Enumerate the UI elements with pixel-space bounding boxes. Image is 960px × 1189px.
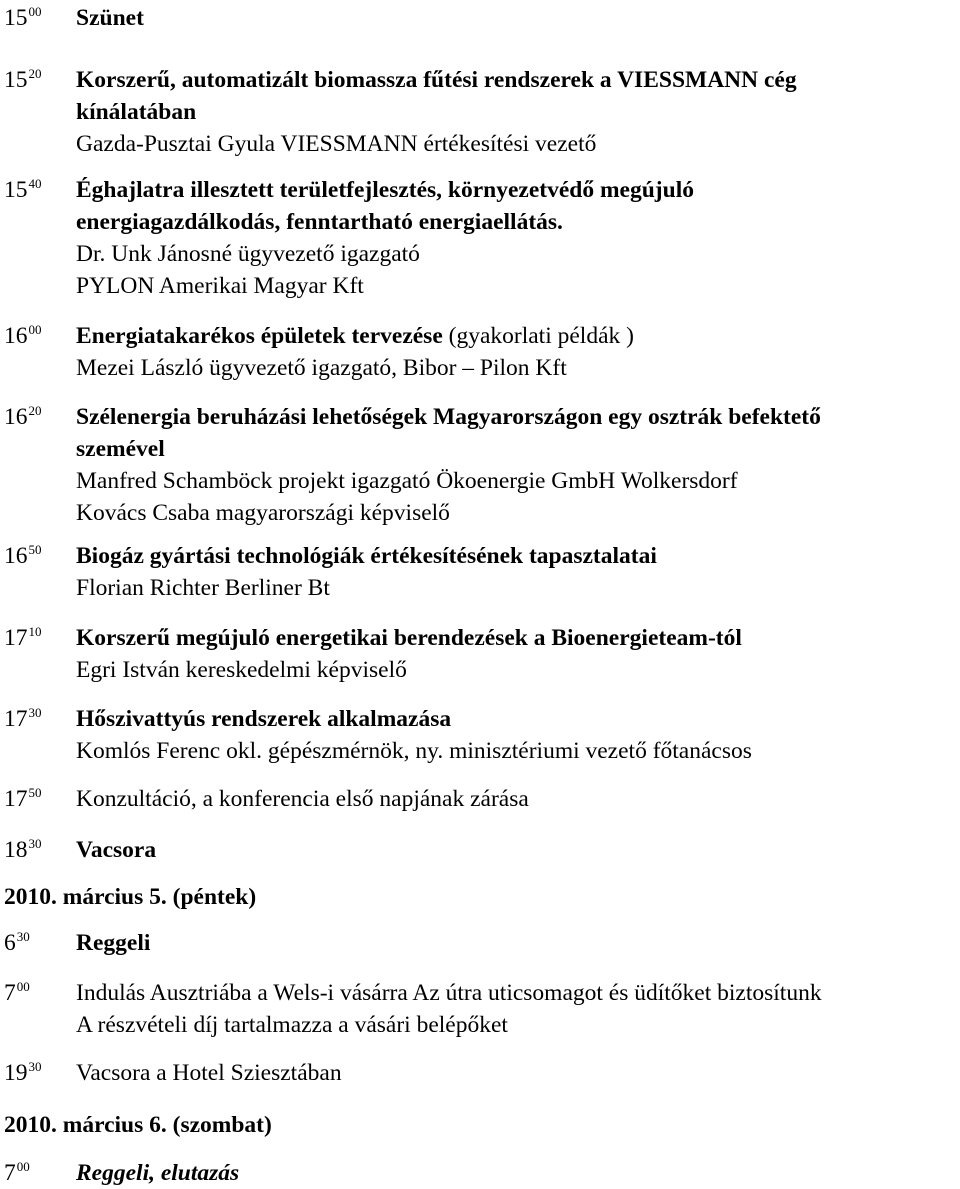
day3-date-heading: 2010. március 6. (szombat) bbox=[4, 1112, 272, 1138]
entry-line bbox=[76, 540, 960, 572]
entry-title-text: Szélenergia beruházási lehetőségek Magyarországon egy osztrák befektető bbox=[76, 404, 821, 430]
entry-line bbox=[76, 433, 960, 465]
day2-date-heading: 2010. március 5. (péntek) bbox=[4, 884, 257, 910]
entry-line bbox=[76, 927, 960, 959]
entry-title-text: energiagazdálkodás, fenntartható energiaellátás. bbox=[76, 209, 563, 235]
entry-title-text: kínálatában bbox=[76, 99, 197, 125]
entry-time bbox=[4, 1157, 30, 1189]
entry-line bbox=[76, 622, 960, 654]
entry-text: Kovács Csaba magyarországi képviselő bbox=[76, 500, 450, 526]
entry-text: Konzultáció, a konferencia első napjának zárása bbox=[76, 786, 529, 812]
entry-title-text: Éghajlatra illesztett területfejlesztés, környezetvédő megújuló bbox=[76, 177, 694, 203]
time-hour: 6 bbox=[4, 930, 16, 956]
entry-content bbox=[76, 834, 960, 866]
entry-content bbox=[76, 64, 960, 160]
entry-title-text: Szünet bbox=[76, 5, 144, 31]
entry-line bbox=[76, 1157, 960, 1189]
entry-content bbox=[76, 401, 960, 529]
entry-content bbox=[76, 927, 960, 959]
time-hour: 17 bbox=[4, 786, 28, 812]
entry-content bbox=[76, 977, 960, 1041]
entry-content bbox=[76, 703, 960, 767]
entry-line bbox=[76, 238, 960, 270]
entry-title-text: Energiatakarékos épületek tervezése bbox=[76, 323, 443, 349]
entry-time bbox=[4, 977, 30, 1009]
entry-text: Vacsora a Hotel Sziesztában bbox=[76, 1060, 342, 1086]
entry-time bbox=[4, 320, 42, 352]
entry-line bbox=[76, 834, 960, 866]
entry-content bbox=[76, 1057, 960, 1089]
entry-line bbox=[76, 703, 960, 735]
time-minute: 20 bbox=[28, 403, 42, 418]
entry-content bbox=[76, 622, 960, 686]
entry-line bbox=[76, 128, 960, 160]
entry-time bbox=[4, 540, 42, 572]
time-minute: 30 bbox=[16, 929, 30, 944]
entry-line bbox=[76, 270, 960, 302]
entry-text: A részvételi díj tartalmazza a vásári belépőket bbox=[76, 1012, 508, 1038]
entry-content bbox=[76, 1157, 960, 1189]
entry-line bbox=[76, 783, 960, 815]
time-hour: 7 bbox=[4, 980, 16, 1006]
entry-text: Komlós Ferenc okl. gépészmérnök, ny. minisztériumi vezető főtanácsos bbox=[76, 738, 752, 764]
entry-title-text: Reggeli bbox=[76, 930, 151, 956]
time-minute: 00 bbox=[16, 979, 30, 994]
entry-content bbox=[76, 320, 960, 384]
time-hour: 7 bbox=[4, 1160, 16, 1186]
entry-title-text: Reggeli, elutazás bbox=[76, 1160, 240, 1186]
time-hour: 16 bbox=[4, 404, 28, 430]
entry-title-text: Biogáz gyártási technológiák értékesítésének tapasztalatai bbox=[76, 543, 657, 569]
entry-time bbox=[4, 622, 42, 654]
time-minute: 50 bbox=[28, 542, 42, 557]
time-hour: 15 bbox=[4, 67, 28, 93]
entry-line bbox=[76, 497, 960, 529]
time-hour: 17 bbox=[4, 625, 28, 651]
time-hour: 16 bbox=[4, 543, 28, 569]
time-hour: 15 bbox=[4, 177, 28, 203]
time-minute: 00 bbox=[28, 4, 42, 19]
entry-title-text: Hőszivattyús rendszerek alkalmazása bbox=[76, 706, 452, 732]
entry-line bbox=[76, 735, 960, 767]
entry-text: Indulás Ausztriába a Wels-i vásárra Az útra uticsomagot és üdítőket biztosítunk bbox=[76, 980, 822, 1006]
time-hour: 15 bbox=[4, 5, 28, 31]
entry-line bbox=[76, 654, 960, 686]
entry-line bbox=[76, 572, 960, 604]
time-minute: 40 bbox=[28, 176, 42, 191]
entry-title-text: Korszerű megújuló energetikai berendezések a Bioenergieteam-tól bbox=[76, 625, 742, 651]
entry-text: (gyakorlati példák ) bbox=[442, 323, 634, 349]
time-minute: 30 bbox=[28, 705, 42, 720]
time-minute: 00 bbox=[28, 322, 42, 337]
entry-content bbox=[76, 174, 960, 302]
entry-text: Egri István kereskedelmi képviselő bbox=[76, 657, 407, 683]
time-hour: 19 bbox=[4, 1060, 28, 1086]
entry-title-text: Korszerű, automatizált biomassza fűtési rendszerek a VIESSMANN cég bbox=[76, 67, 797, 93]
entry-time bbox=[4, 174, 42, 206]
time-minute: 10 bbox=[28, 624, 42, 639]
time-minute: 30 bbox=[28, 836, 42, 851]
entry-line bbox=[76, 465, 960, 497]
entry-line bbox=[76, 96, 960, 128]
entry-text: Manfred Schamböck projekt igazgató Ökoenergie GmbH Wolkersdorf bbox=[76, 468, 738, 494]
entry-content bbox=[76, 540, 960, 604]
entry-line bbox=[76, 320, 960, 352]
time-hour: 17 bbox=[4, 706, 28, 732]
entry-time bbox=[4, 401, 42, 433]
entry-time bbox=[4, 703, 42, 735]
time-minute: 30 bbox=[28, 1059, 42, 1074]
entry-line bbox=[76, 352, 960, 384]
entry-time bbox=[4, 834, 42, 866]
time-minute: 20 bbox=[28, 66, 42, 81]
time-hour: 18 bbox=[4, 837, 28, 863]
entry-line bbox=[76, 1057, 960, 1089]
time-minute: 00 bbox=[16, 1159, 30, 1174]
entry-time bbox=[4, 1057, 42, 1089]
entry-line bbox=[76, 174, 960, 206]
entry-text: Mezei László ügyvezető igazgató, Bibor – Pilon Kft bbox=[76, 355, 567, 381]
entry-text: Florian Richter Berliner Bt bbox=[76, 575, 330, 601]
entry-content bbox=[76, 2, 960, 34]
entry-text: Dr. Unk Jánosné ügyvezető igazgató bbox=[76, 241, 420, 267]
entry-time bbox=[4, 783, 42, 815]
entry-line bbox=[76, 1009, 960, 1041]
entry-title-text: szemével bbox=[76, 436, 165, 462]
entry-line bbox=[76, 401, 960, 433]
time-minute: 50 bbox=[28, 785, 42, 800]
entry-line bbox=[76, 2, 960, 34]
entry-time bbox=[4, 927, 30, 959]
entry-text: Gazda-Pusztai Gyula VIESSMANN értékesítési vezető bbox=[76, 131, 597, 157]
entry-line bbox=[76, 64, 960, 96]
entry-text: PYLON Amerikai Magyar Kft bbox=[76, 273, 364, 299]
entry-line bbox=[76, 206, 960, 238]
entry-title-text: Vacsora bbox=[76, 837, 157, 863]
time-hour: 16 bbox=[4, 323, 28, 349]
entry-time bbox=[4, 64, 42, 96]
entry-time bbox=[4, 2, 42, 34]
entry-content bbox=[76, 783, 960, 815]
entry-line bbox=[76, 977, 960, 1009]
